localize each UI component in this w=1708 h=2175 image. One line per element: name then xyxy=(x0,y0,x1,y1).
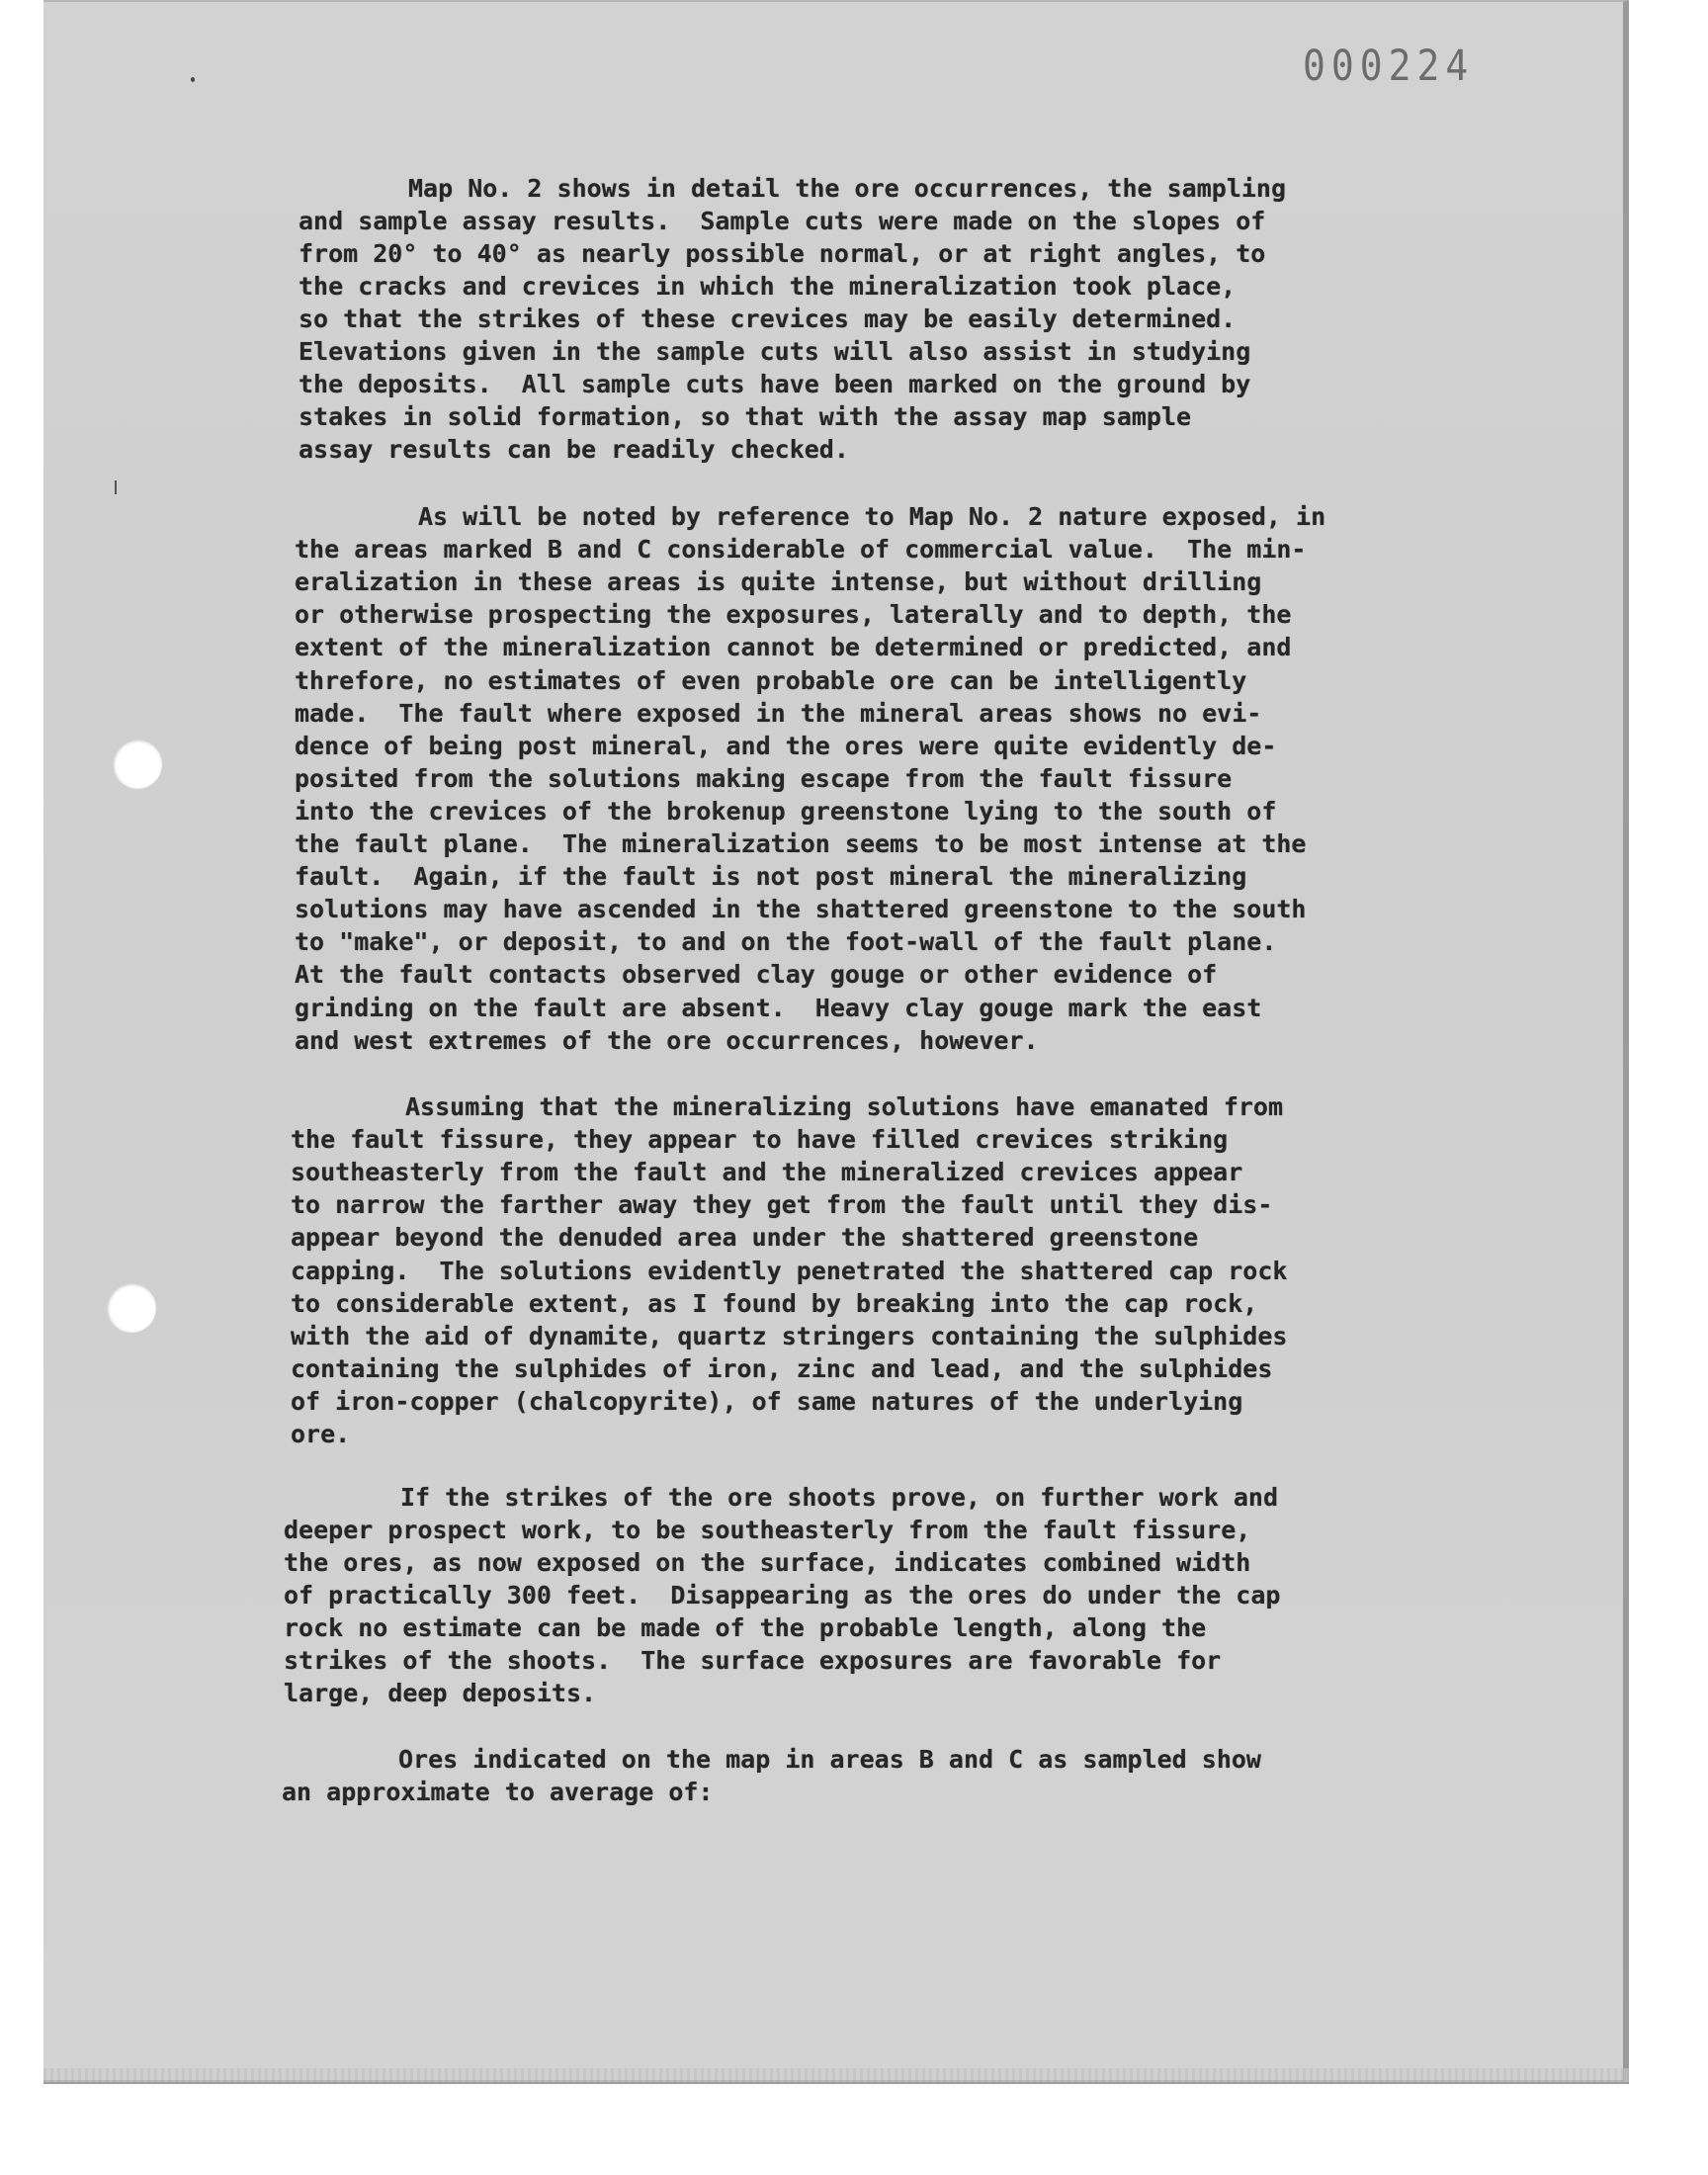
text-line: made. The fault where exposed in the mineral areas shows no evi- xyxy=(295,698,1262,728)
punch-hole xyxy=(113,740,162,789)
text-line: threfore, no estimates of even probable ore can be intelligently xyxy=(295,665,1247,695)
text-line: with the aid of dynamite, quartz stringers containing the sulphides xyxy=(291,1321,1288,1350)
scan-speck xyxy=(191,77,195,82)
text-line: containing the sulphides of iron, zinc and lead, and the sulphides xyxy=(291,1353,1273,1383)
text-line: the fault plane. The mineralization seems to be most intense at the xyxy=(295,829,1307,858)
text-line: Ores indicated on the map in areas B and C as sampled show xyxy=(398,1745,1261,1774)
text-line: of iron-copper (chalcopyrite), of same natures of the underlying xyxy=(291,1386,1243,1416)
text-line: capping. The solutions evidently penetrated the shattered cap rock xyxy=(291,1256,1288,1285)
text-line: of practically 300 feet. Disappearing as the ores do under the cap xyxy=(284,1581,1281,1610)
document-number: 000224 xyxy=(1303,42,1475,91)
text-line: assay results can be readily checked. xyxy=(299,435,849,464)
text-line: Assuming that the mineralizing solutions have emanated from xyxy=(405,1092,1284,1121)
text-line: grinding on the fault are absent. Heavy clay gouge mark the east xyxy=(295,993,1262,1022)
scan-mark xyxy=(115,480,117,494)
text-line: or otherwise prospecting the exposures, laterally and to depth, the xyxy=(295,600,1292,630)
text-line: into the crevices of the brokenup greenstone lying to the south of xyxy=(295,796,1277,826)
text-line: strikes of the shoots. The surface exposures are favorable for xyxy=(284,1646,1222,1675)
text-line: extent of the mineralization cannot be determined or predicted, and xyxy=(295,633,1292,662)
text-line: to narrow the farther away they get from the fault until they dis- xyxy=(291,1190,1273,1220)
text-line: deeper prospect work, to be southeasterly from the fault fissure, xyxy=(284,1516,1251,1544)
text-line: appear beyond the denuded area under the shattered greenstone xyxy=(291,1223,1199,1253)
text-line: the fault fissure, they appear to have filled crevices striking xyxy=(291,1125,1229,1155)
text-line: If the strikes of the ore shoots prove, on further work and xyxy=(400,1483,1279,1512)
text-line: an approximate to average of: xyxy=(282,1778,714,1806)
text-line: rock no estimate can be made of the probable length, along the xyxy=(284,1613,1207,1642)
text-line: and sample assay results. Sample cuts were made on the slopes of xyxy=(299,207,1266,235)
text-line: stakes in solid formation, so that with the assay map sample xyxy=(299,402,1192,431)
punch-hole xyxy=(107,1283,156,1333)
text-line: so that the strikes of these crevices may be easily determined. xyxy=(299,304,1237,333)
text-line: the cracks and crevices in which the mineralization took place, xyxy=(299,272,1237,301)
text-line: ore. xyxy=(291,1420,351,1448)
text-line: eralization in these areas is quite intense, but without drilling xyxy=(295,567,1262,597)
text-line: to considerable extent, as I found by breaking into the cap rock, xyxy=(291,1288,1258,1318)
text-line: the ores, as now exposed on the surface, indicates combined width xyxy=(284,1548,1251,1577)
text-line: to "make", or deposit, to and on the foot-wall of the fault plane. xyxy=(295,927,1277,957)
text-line: large, deep deposits. xyxy=(284,1679,597,1707)
text-line: southeasterly from the fault and the mineralized crevices appear xyxy=(291,1158,1243,1187)
text-line: posited from the solutions making escape from the fault fissure xyxy=(295,763,1233,793)
text-line: solutions may have ascended in the shattered greenstone to the south xyxy=(295,895,1307,924)
text-line: the deposits. All sample cuts have been marked on the ground by xyxy=(299,370,1251,398)
text-line: the areas marked B and C considerable of commercial value. The min- xyxy=(295,535,1307,565)
text-line: fault. Again, if the fault is not post mineral the mineralizing xyxy=(295,862,1247,892)
scan-bottom-edge xyxy=(43,2068,1629,2082)
text-line: dence of being post mineral, and the ores were quite evidently de- xyxy=(295,731,1277,760)
text-line: At the fault contacts observed clay gouge or other evidence of xyxy=(295,960,1218,990)
text-line: Map No. 2 shows in detail the ore occurrences, the sampling xyxy=(408,174,1287,203)
text-line: and west extremes of the ore occurrences, however. xyxy=(295,1025,1039,1055)
text-line: from 20° to 40° as nearly possible normal, or at right angles, to xyxy=(299,239,1266,268)
text-line: Elevations given in the sample cuts will also assist in studying xyxy=(299,337,1251,366)
text-line: As will be noted by reference to Map No. 2 nature exposed, in xyxy=(418,502,1326,531)
